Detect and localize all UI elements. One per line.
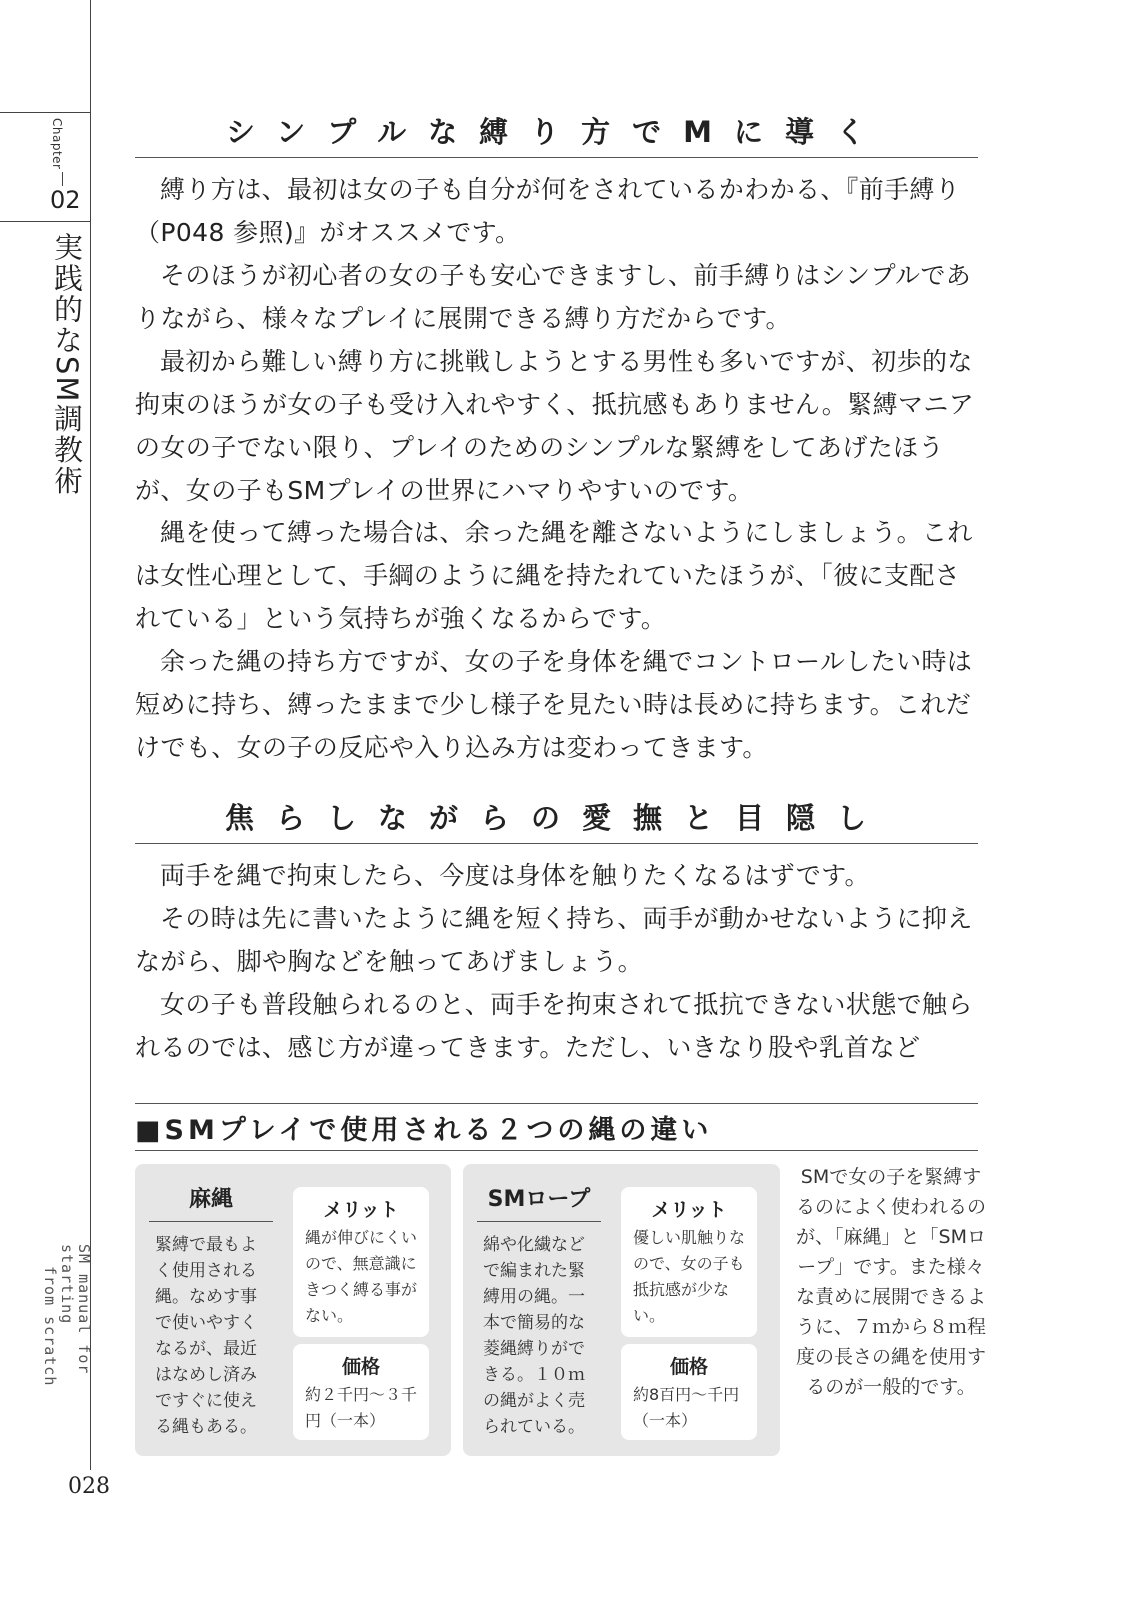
smrope-name: SMロープ	[487, 1187, 591, 1212]
section2-paragraph: 女の子も普段触られるのと、両手を拘束されて抵抗できない状態で触られるのでは、感じ方が違ってきます。ただし、いきなり股や乳首など	[135, 990, 973, 1062]
asanawa-price-card	[293, 1344, 429, 1440]
sidebar-english-caption	[41, 1244, 93, 1464]
asanawa-panel	[135, 1164, 451, 1456]
asanawa-price-text: 約２千円～３千円（一本）	[305, 1385, 418, 1430]
smrope-price-label: 価格	[669, 1356, 708, 1378]
section1-heading: シンプルな縛り方でMに導く	[226, 115, 887, 149]
asanawa-merit-label: メリット	[323, 1199, 399, 1221]
smrope-price-text: 約8百円～千円（一本）	[633, 1385, 740, 1430]
box-side-note: SMで女の子を緊縛するのによく使われるのが、「麻縄」と「SMロープ」です。また様々な責めに展開できるように、７ｍから８ｍ程度の長さの縄を使用するのが一般的です。	[796, 1166, 987, 1398]
asanawa-description: 緊縛で最もよく使用される縄。なめす事で使いやすくなるが、最近はなめし済みですぐに使える縄もある。	[155, 1235, 257, 1437]
smrope-merit-text: 優しい肌触りなので、女の子も抵抗感が少ない。	[633, 1228, 746, 1325]
section2-paragraph: 両手を縄で拘束したら、今度は身体を触りたくなるはずです。	[160, 861, 870, 890]
sidebar-mid-line	[0, 221, 90, 222]
smrope-merit-label: メリット	[651, 1199, 727, 1221]
section2-paragraph: その時は先に書いたように縄を短く持ち、両手が動かせないように抑えながら、脚や胸などを触ってあげましょう。	[135, 904, 973, 976]
asanawa-name-rule	[149, 1221, 273, 1222]
sidebar-top-line	[0, 112, 90, 113]
chapter-title: 実践的なSM調教術	[50, 232, 84, 497]
asanawa-merit-card	[293, 1187, 429, 1337]
box-title-rule	[135, 1150, 978, 1151]
chapter-label: Chapter	[50, 118, 64, 170]
section1-heading-rule	[135, 157, 978, 158]
box-title: ■SMプレイで使用される２つの縄の違い	[135, 1115, 713, 1146]
smrope-panel	[463, 1164, 780, 1456]
page-number: 028	[68, 1474, 110, 1499]
smrope-price-card	[621, 1344, 757, 1440]
smrope-description: 綿や化繊などで編まれた緊縛用の縄。一本で簡易的な菱縄縛りができる。１０ｍの縄がよく売られている。	[483, 1235, 585, 1437]
section1-paragraph: そのほうが初心者の女の子も安心できますし、前手縛りはシンプルでありながら、様々なプレイに展開できる縛り方だからです。	[135, 261, 972, 333]
section1-paragraph: 最初から難しい縛り方に挑戦しようとする男性も多いですが、初歩的な拘束のほうが女の子も受け入れやすく、抵抗感もありません。緊縛マニアの女の子でない限り、プレイのためのシンプルな緊縛をしてあげたほうが、女の子もSMプレイの世界にハマりやすいのです。	[135, 347, 975, 505]
asanawa-price-label: 価格	[341, 1356, 380, 1378]
section1-paragraph: 縛り方は、最初は女の子も自分が何をされているかわかる、『前手縛り（P048 参照)』がオススメです。	[135, 175, 961, 247]
asanawa-merit-text: 縄が伸びにくいので、無意識にきつく縛る事がない。	[305, 1228, 418, 1325]
chapter-number: 02	[50, 186, 81, 214]
english-line-2: from scratch	[41, 1266, 59, 1387]
asanawa-name: 麻縄	[188, 1187, 233, 1212]
section1-paragraph: 縄を使って縛った場合は、余った縄を離さないようにしましょう。これは女性心理として、手綱のように縄を持たれていたほうが、「彼に支配されている」という気持ちが強くなるからです。	[135, 518, 973, 633]
section2-heading-rule	[135, 843, 978, 844]
smrope-name-rule	[477, 1221, 601, 1222]
box-top-rule	[135, 1103, 978, 1104]
english-line-1: SM manual for starting	[58, 1244, 93, 1375]
section2-heading: 焦らしながらの愛撫と目隠し	[224, 801, 888, 835]
section1-paragraph: 余った縄の持ち方ですが、女の子を身体を縄でコントロールしたい時は短めに持ち、縛ったままで少し様子を見たい時は長めに持ちます。これだけでも、女の子の反応や入り込み方は変わってきます。	[135, 647, 973, 762]
chapter-tick	[62, 172, 63, 186]
smrope-merit-card	[621, 1187, 757, 1337]
